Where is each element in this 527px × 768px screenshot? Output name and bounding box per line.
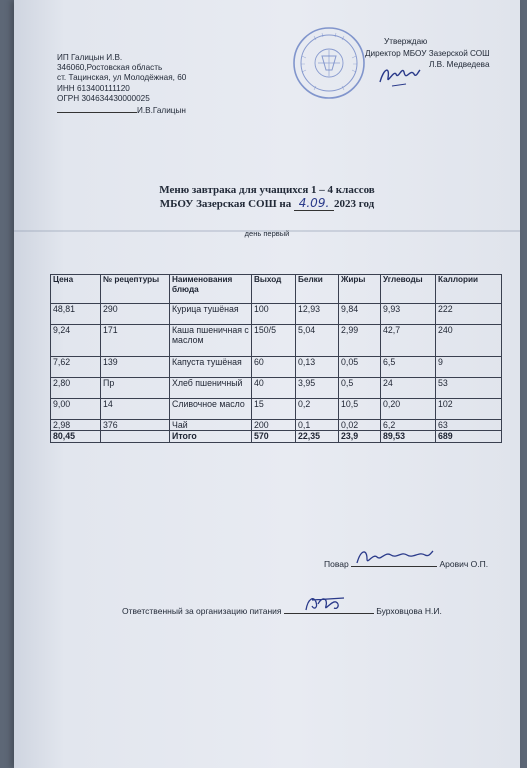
table-cell: 24 [381,378,436,399]
issuer-line: ст. Тацинская, ул Молодёжная, 60 [57,73,187,83]
day-label: день первый [244,229,290,238]
table-total-row [51,431,502,443]
column-header: Жиры [339,275,381,304]
table-row [51,378,502,399]
issuer-signature-name: И.В.Галицын [137,106,186,116]
table-cell: 6,5 [381,357,436,378]
table-cell: Пр [101,378,170,399]
approval-position: Директор МБОУ Зазерской СОШ [365,48,490,58]
column-header: Цена [51,275,101,304]
table-cell: 89,53 [381,431,436,443]
table-cell: 100 [252,304,296,325]
table-cell: 60 [252,357,296,378]
table-cell: 53 [436,378,502,399]
table-cell: 9,84 [339,304,381,325]
director-signature-icon [374,60,424,90]
cook-signature-block [324,557,514,569]
table-cell: 240 [436,325,502,357]
column-header: № рецептуры [101,275,170,304]
table-cell: 9 [436,357,502,378]
responsible-label: Ответственный за организацию питания [122,606,282,616]
table-cell: 150/5 [252,325,296,357]
column-header: Белки [296,275,339,304]
table-cell: 63 [436,420,502,431]
menu-title-prefix: МБОУ Зазерская СОШ на [159,198,292,210]
table-cell: 22,35 [296,431,339,443]
table-cell: 6,2 [381,420,436,431]
table-cell: Чай [170,420,252,431]
table-cell: 689 [436,431,502,443]
handwritten-date: 4.09. [294,197,334,211]
table-cell: 2,80 [51,378,101,399]
column-header: Каллории [436,275,502,304]
approval-block [341,36,520,71]
table-row [51,399,502,420]
issuer-line: ИНН 613400111120 [57,83,130,93]
table-cell: 23,9 [339,431,381,443]
table-cell: 12,93 [296,304,339,325]
responsible-signature-block [122,604,517,616]
table-cell: 7,62 [51,357,101,378]
responsible-name: Бурховцова Н.И. [376,606,442,616]
table-cell: Сливочное масло [170,399,252,420]
table-header-row [51,275,502,304]
menu-table [50,274,502,443]
table-cell: 0,02 [339,420,381,431]
responsible-signature-icon [284,592,374,614]
table-cell: 102 [436,399,502,420]
issuer-line: ОГРН 304634430000025 [57,93,150,103]
table-cell: 570 [252,431,296,443]
document-page [14,0,520,768]
table-row [51,357,502,378]
table-cell: 2,99 [339,325,381,357]
column-header: Выход [252,275,296,304]
table-cell: 200 [252,420,296,431]
table-cell: 222 [436,304,502,325]
table-cell: 10,5 [339,399,381,420]
table-cell: 9,93 [381,304,436,325]
table-cell: 139 [101,357,170,378]
table-cell: 0,5 [339,378,381,399]
table-cell: 5,04 [296,325,339,357]
table-row [51,304,502,325]
issuer-block [57,53,287,116]
table-cell: 376 [101,420,170,431]
menu-title-line1: Меню завтрака для учащихся 1 – 4 классов [159,184,375,196]
table-cell: 40 [252,378,296,399]
table-cell: 9,24 [51,325,101,357]
table-cell: 0,20 [381,399,436,420]
table-cell: 0,1 [296,420,339,431]
table-cell: 3,95 [296,378,339,399]
table-cell: Капуста тушёная [170,357,252,378]
table-cell: Курица тушёная [170,304,252,325]
table-cell: Итого [170,431,252,443]
responsible-signature-line [284,604,374,614]
issuer-line: 346060,Ростовская область [57,63,163,73]
table-cell: 15 [252,399,296,420]
table-cell: 2,98 [51,420,101,431]
table-cell: Каша пшеничная с маслом [170,325,252,357]
table-row [51,325,502,357]
table-row [51,420,502,431]
issuer-signature-line [57,104,287,116]
cook-signature-icon [351,545,437,567]
column-header: Углеводы [381,275,436,304]
cook-label: Повар [324,559,349,569]
issuer-line: ИП Галицын И.В. [57,53,123,62]
column-header: Наименования блюда [170,275,252,304]
table-cell: 0,2 [296,399,339,420]
menu-title [14,184,520,211]
menu-title-suffix: 2023 год [334,198,375,210]
cook-signature-line [351,557,437,567]
approval-heading: Утверждаю [384,37,428,46]
table-cell: 171 [101,325,170,357]
table-cell: 80,45 [51,431,101,443]
table-cell [101,431,170,443]
table-cell: 0,05 [339,357,381,378]
approval-name: Л.В. Медведева [429,60,490,69]
table-cell: 9,00 [51,399,101,420]
table-cell: 14 [101,399,170,420]
menu-title-line2 [14,197,520,211]
table-cell: Хлеб пшеничный [170,378,252,399]
table-cell: 42,7 [381,325,436,357]
table-cell: 0,13 [296,357,339,378]
table-cell: 290 [101,304,170,325]
table-cell: 48,81 [51,304,101,325]
cook-name: Арович О.П. [439,559,489,569]
